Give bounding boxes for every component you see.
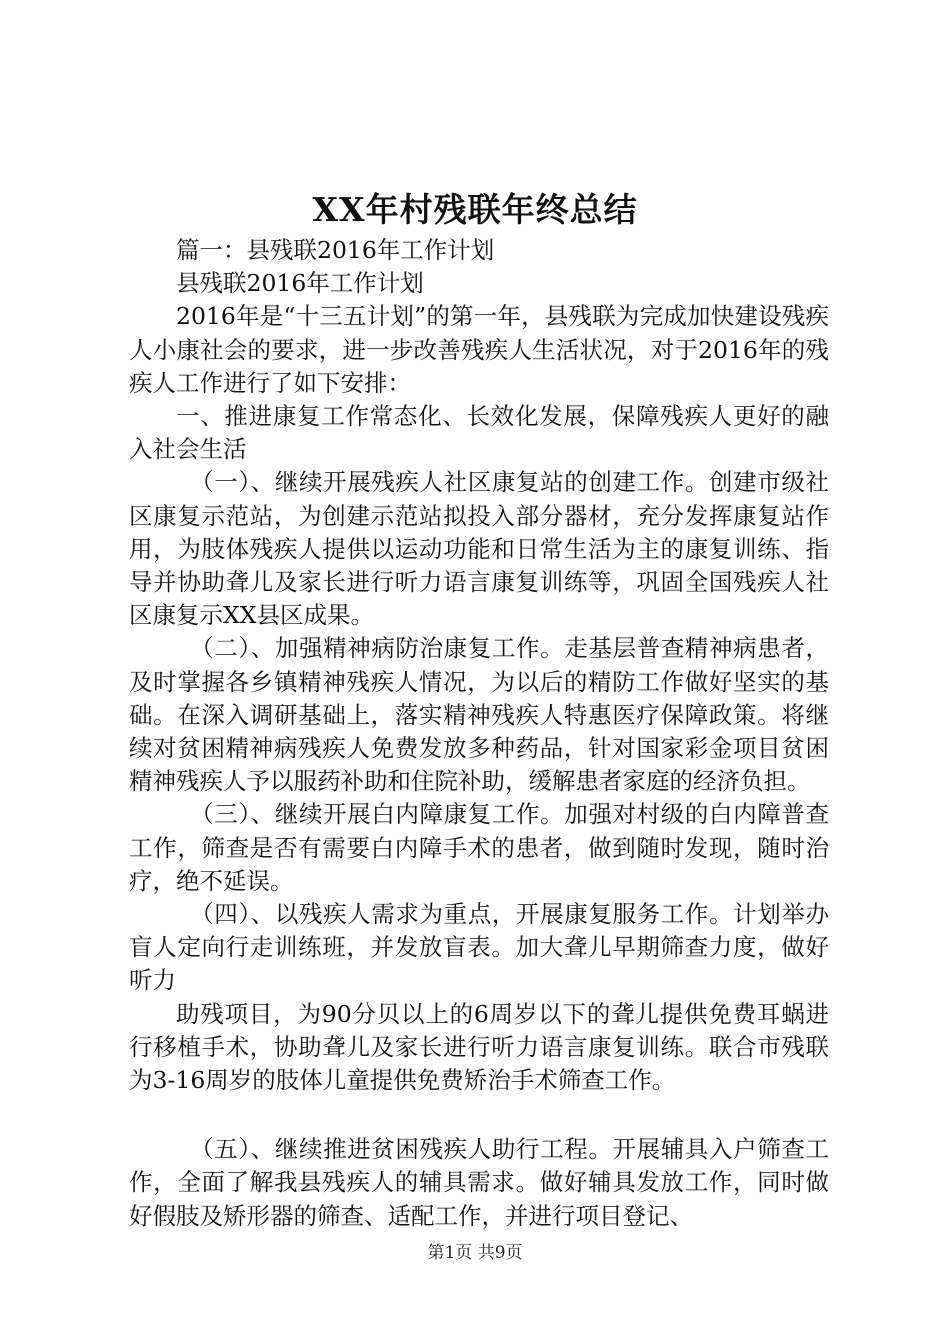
document-body xyxy=(129,234,829,1233)
paragraph-article-heading: 篇一：县残联2016年工作计划 xyxy=(176,236,495,264)
paragraph-item-5: （五）、继续推进贫困残疾人助行工程。开展辅具入户筛查工作，全面了解我县残疾人的辅具需求。做好辅具发放工作，同时做好假肢及矫形器的筛查、适配工作，并进行项目登记、 xyxy=(129,1135,829,1230)
paragraph-section-one: 一、推进康复工作常态化、长效化发展，保障残疾人更好的融入社会生活 xyxy=(129,402,829,464)
paragraph-item-4-continued: 助残项目，为90分贝以上的6周岁以下的聋儿提供免费耳蜗进行移植手术，协助聋儿及家长进行听力语言康复训练。联合市残联为3-16周岁的肢体儿童提供免费矫治手术筛查工作。 xyxy=(129,999,829,1095)
paragraph-item-4: （四）、以残疾人需求为重点，开展康复服务工作。计划举办盲人定向行走训练班，并发放盲表。加大聋儿早期筛查力度，做好听力 xyxy=(129,900,829,995)
paragraph-item-2: （二）、加强精神病防治康复工作。走基层普查精神病患者，及时掌握各乡镇精神残疾人情况，为以后的精防工作做好坚实的基础。在深入调研基础上，落实精神残疾人特惠医疗保障政策。将继续对贫困精神病残疾人免费发放多种药品，针对国家彩金项目贫困精神残疾人予以服药补助和住院补助，缓解患者家庭的经济负担。 xyxy=(129,634,829,796)
document-title: XX年村残联年终总结 xyxy=(312,190,638,229)
paragraph-item-3: （三）、继续开展白内障康复工作。加强对村级的白内障普查工作，筛查是否有需要白内障手术的患者，做到随时发现，随时治疗，绝不延误。 xyxy=(129,800,829,895)
paragraph-item-1: （一）、继续开展残疾人社区康复站的创建工作。创建市级社区康复示范站，为创建示范站拟投入部分器材，充分发挥康复站作用，为肢体残疾人提供以运动功能和日常生活为主的康复训练、指导并协助聋儿及家长进行听力语言康复训练等，巩固全国残疾人社区康复示XX县区成果。 xyxy=(129,468,829,630)
page-indicator: 第1页 共9页 xyxy=(427,1243,523,1263)
paragraph-intro: 2016年是“十三五计划”的第一年，县残联为完成加快建设残疾人小康社会的要求，进一步改善残疾人生活状况，对于2016年的残疾人工作进行了如下安排： xyxy=(129,302,829,397)
paragraph-subtitle: 县残联2016年工作计划 xyxy=(176,269,424,298)
